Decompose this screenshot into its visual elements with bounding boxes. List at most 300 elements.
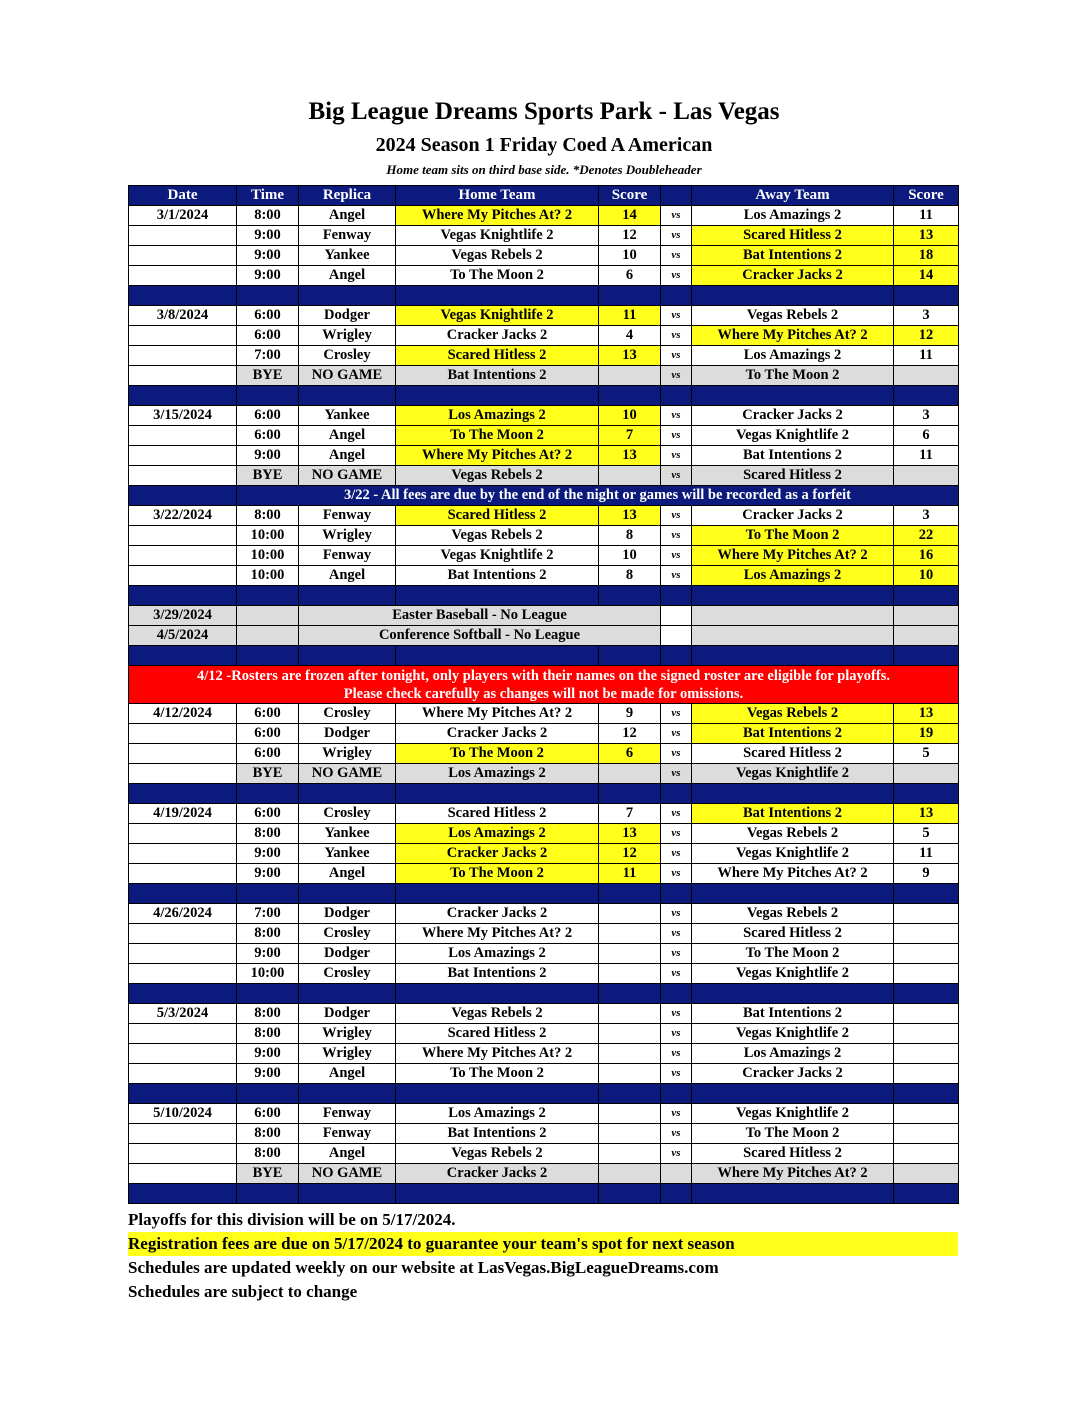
home-team-cell: Cracker Jacks 2 bbox=[396, 1164, 599, 1184]
time-cell: 9:00 bbox=[237, 226, 299, 246]
away-team-cell: Vegas Knightlife 2 bbox=[692, 1104, 894, 1124]
time-cell: 6:00 bbox=[237, 704, 299, 724]
date-cell: 5/10/2024 bbox=[129, 1104, 237, 1124]
time-cell: 9:00 bbox=[237, 844, 299, 864]
vs-cell: vs bbox=[661, 446, 692, 466]
home-team-cell: Vegas Rebels 2 bbox=[396, 526, 599, 546]
date-cell bbox=[129, 864, 237, 884]
away-team-cell: To The Moon 2 bbox=[692, 526, 894, 546]
separator-cell bbox=[661, 884, 692, 904]
roster-notice bbox=[129, 666, 959, 704]
away-team-cell: Cracker Jacks 2 bbox=[692, 1064, 894, 1084]
separator-cell bbox=[894, 586, 959, 606]
away-score-cell bbox=[894, 1124, 959, 1144]
separator-row bbox=[129, 646, 959, 666]
time-cell: 6:00 bbox=[237, 326, 299, 346]
away-team-cell: Cracker Jacks 2 bbox=[692, 406, 894, 426]
away-score-cell bbox=[894, 1044, 959, 1064]
home-score-cell: 11 bbox=[599, 306, 661, 326]
game-row bbox=[129, 944, 959, 964]
separator-cell bbox=[299, 586, 396, 606]
away-score-cell bbox=[894, 1064, 959, 1084]
column-header: Date bbox=[129, 186, 237, 206]
time-cell: 8:00 bbox=[237, 506, 299, 526]
away-team-cell: Los Amazings 2 bbox=[692, 566, 894, 586]
date-cell bbox=[129, 1064, 237, 1084]
home-score-cell: 13 bbox=[599, 446, 661, 466]
date-cell bbox=[129, 724, 237, 744]
home-score-cell: 8 bbox=[599, 526, 661, 546]
separator-cell bbox=[692, 386, 894, 406]
blank-cell bbox=[661, 626, 692, 646]
field-cell: NO GAME bbox=[299, 366, 396, 386]
date-cell bbox=[129, 426, 237, 446]
date-cell bbox=[129, 744, 237, 764]
schedule-body bbox=[129, 206, 959, 1204]
field-cell: Dodger bbox=[299, 306, 396, 326]
separator-cell bbox=[396, 386, 599, 406]
time-cell: 6:00 bbox=[237, 406, 299, 426]
field-cell: Dodger bbox=[299, 904, 396, 924]
time-cell: 8:00 bbox=[237, 1004, 299, 1024]
separator-cell bbox=[661, 1184, 692, 1204]
field-cell: NO GAME bbox=[299, 764, 396, 784]
vs-cell: vs bbox=[661, 724, 692, 744]
away-team-cell: Bat Intentions 2 bbox=[692, 1004, 894, 1024]
home-score-cell: 7 bbox=[599, 426, 661, 446]
away-team-cell: Vegas Knightlife 2 bbox=[692, 964, 894, 984]
home-score-cell: 12 bbox=[599, 226, 661, 246]
home-score-cell bbox=[599, 1064, 661, 1084]
away-score-cell: 13 bbox=[894, 704, 959, 724]
vs-cell: vs bbox=[661, 744, 692, 764]
home-score-cell: 10 bbox=[599, 246, 661, 266]
vs-cell: vs bbox=[661, 1104, 692, 1124]
home-team-cell: To The Moon 2 bbox=[396, 744, 599, 764]
home-score-cell: 12 bbox=[599, 844, 661, 864]
column-header: Home Team bbox=[396, 186, 599, 206]
home-team-cell: To The Moon 2 bbox=[396, 864, 599, 884]
separator-cell bbox=[661, 784, 692, 804]
field-cell: Wrigley bbox=[299, 744, 396, 764]
separator-cell bbox=[692, 646, 894, 666]
separator-cell bbox=[299, 884, 396, 904]
time-cell: BYE bbox=[237, 764, 299, 784]
separator-row bbox=[129, 1084, 959, 1104]
home-score-cell bbox=[599, 1044, 661, 1064]
date-cell: 4/12/2024 bbox=[129, 704, 237, 724]
separator-cell bbox=[299, 984, 396, 1004]
time-cell: 9:00 bbox=[237, 266, 299, 286]
field-cell: Angel bbox=[299, 426, 396, 446]
vs-cell: vs bbox=[661, 1124, 692, 1144]
home-score-cell: 13 bbox=[599, 506, 661, 526]
fee-notice-row bbox=[129, 486, 959, 506]
page-subtitle: 2024 Season 1 Friday Coed A American bbox=[375, 134, 713, 156]
game-row bbox=[129, 506, 959, 526]
separator-row bbox=[129, 984, 959, 1004]
field-cell: Fenway bbox=[299, 546, 396, 566]
field-cell: NO GAME bbox=[299, 466, 396, 486]
game-row bbox=[129, 824, 959, 844]
home-score-cell bbox=[599, 366, 661, 386]
home-team-cell: Scared Hitless 2 bbox=[396, 1024, 599, 1044]
vs-cell: vs bbox=[661, 326, 692, 346]
home-score-cell bbox=[599, 1124, 661, 1144]
vs-cell: vs bbox=[661, 1004, 692, 1024]
away-score-cell bbox=[894, 944, 959, 964]
field-cell: Angel bbox=[299, 566, 396, 586]
separator-cell bbox=[396, 646, 599, 666]
date-cell bbox=[129, 844, 237, 864]
separator-cell bbox=[894, 984, 959, 1004]
separator-cell bbox=[299, 784, 396, 804]
column-header: Replica bbox=[299, 186, 396, 206]
bye-row bbox=[129, 764, 959, 784]
time-cell: 8:00 bbox=[237, 1144, 299, 1164]
game-row bbox=[129, 964, 959, 984]
home-team-cell: To The Moon 2 bbox=[396, 266, 599, 286]
game-row bbox=[129, 546, 959, 566]
game-row bbox=[129, 1144, 959, 1164]
date-cell bbox=[129, 246, 237, 266]
home-team-cell: Bat Intentions 2 bbox=[396, 366, 599, 386]
game-row bbox=[129, 326, 959, 346]
home-score-cell: 6 bbox=[599, 266, 661, 286]
vs-cell: vs bbox=[661, 1044, 692, 1064]
vs-cell: vs bbox=[661, 944, 692, 964]
separator-cell bbox=[237, 984, 299, 1004]
home-score-cell: 4 bbox=[599, 326, 661, 346]
separator-cell bbox=[599, 1184, 661, 1204]
date-cell: 4/5/2024 bbox=[129, 626, 237, 646]
home-score-cell bbox=[599, 904, 661, 924]
separator-cell bbox=[692, 784, 894, 804]
column-header: Away Team bbox=[692, 186, 894, 206]
separator-cell bbox=[661, 1084, 692, 1104]
time-cell: 10:00 bbox=[237, 546, 299, 566]
vs-cell: vs bbox=[661, 764, 692, 784]
game-row bbox=[129, 804, 959, 824]
separator-cell bbox=[237, 386, 299, 406]
date-cell: 3/1/2024 bbox=[129, 206, 237, 226]
game-row bbox=[129, 406, 959, 426]
roster-notice-line: 4/12 -Rosters are frozen after tonight, only players with their names on the signed roster are eligible for playoffs. bbox=[197, 667, 890, 684]
blank-cell bbox=[894, 626, 959, 646]
home-score-cell bbox=[599, 1164, 661, 1184]
vs-cell: vs bbox=[661, 804, 692, 824]
home-score-cell: 14 bbox=[599, 206, 661, 226]
column-header: Score bbox=[599, 186, 661, 206]
away-team-cell: Vegas Rebels 2 bbox=[692, 904, 894, 924]
registration-note: Registration fees are due on 5/17/2024 to guarantee your team's spot for next season bbox=[128, 1232, 958, 1256]
field-cell: Yankee bbox=[299, 406, 396, 426]
time-cell: 9:00 bbox=[237, 944, 299, 964]
time-cell: 10:00 bbox=[237, 964, 299, 984]
field-cell: Fenway bbox=[299, 506, 396, 526]
vs-cell: vs bbox=[661, 1144, 692, 1164]
game-row bbox=[129, 1044, 959, 1064]
blank-cell bbox=[237, 606, 299, 626]
time-cell: 8:00 bbox=[237, 924, 299, 944]
time-cell: BYE bbox=[237, 1164, 299, 1184]
vs-cell: vs bbox=[661, 1024, 692, 1044]
separator-cell bbox=[894, 646, 959, 666]
home-team-cell: Bat Intentions 2 bbox=[396, 964, 599, 984]
game-row bbox=[129, 446, 959, 466]
separator-row bbox=[129, 586, 959, 606]
no-league-label: Easter Baseball - No League bbox=[299, 606, 661, 626]
blank-cell bbox=[692, 626, 894, 646]
field-cell: Angel bbox=[299, 1064, 396, 1084]
home-team-cell: Vegas Rebels 2 bbox=[396, 246, 599, 266]
date-cell bbox=[129, 266, 237, 286]
time-cell: 9:00 bbox=[237, 446, 299, 466]
away-team-cell: Vegas Rebels 2 bbox=[692, 704, 894, 724]
field-cell: Fenway bbox=[299, 1124, 396, 1144]
vs-cell: vs bbox=[661, 366, 692, 386]
game-row bbox=[129, 226, 959, 246]
away-score-cell: 3 bbox=[894, 306, 959, 326]
time-cell: 6:00 bbox=[237, 804, 299, 824]
column-header bbox=[661, 186, 692, 206]
no-league-label: Conference Softball - No League bbox=[299, 626, 661, 646]
away-team-cell: Scared Hitless 2 bbox=[692, 226, 894, 246]
time-cell: BYE bbox=[237, 366, 299, 386]
separator-cell bbox=[129, 984, 237, 1004]
home-team-cell: Los Amazings 2 bbox=[396, 406, 599, 426]
separator-cell bbox=[599, 286, 661, 306]
away-team-cell: Scared Hitless 2 bbox=[692, 1144, 894, 1164]
date-cell bbox=[129, 1124, 237, 1144]
home-score-cell bbox=[599, 466, 661, 486]
separator-cell bbox=[237, 1184, 299, 1204]
time-cell: 7:00 bbox=[237, 346, 299, 366]
separator-cell bbox=[894, 286, 959, 306]
away-score-cell: 19 bbox=[894, 724, 959, 744]
vs-cell: vs bbox=[661, 346, 692, 366]
away-team-cell: Scared Hitless 2 bbox=[692, 466, 894, 486]
home-team-cell: Where My Pitches At? 2 bbox=[396, 206, 599, 226]
field-cell: Wrigley bbox=[299, 1024, 396, 1044]
separator-cell bbox=[129, 386, 237, 406]
home-score-cell bbox=[599, 1004, 661, 1024]
home-team-cell: Where My Pitches At? 2 bbox=[396, 924, 599, 944]
date-cell bbox=[129, 446, 237, 466]
separator-cell bbox=[396, 1084, 599, 1104]
time-cell: 10:00 bbox=[237, 566, 299, 586]
date-cell bbox=[129, 764, 237, 784]
away-team-cell: Los Amazings 2 bbox=[692, 346, 894, 366]
time-cell: 8:00 bbox=[237, 1124, 299, 1144]
away-score-cell: 11 bbox=[894, 206, 959, 226]
away-score-cell: 14 bbox=[894, 266, 959, 286]
vs-cell: vs bbox=[661, 266, 692, 286]
separator-cell bbox=[396, 884, 599, 904]
away-score-cell: 11 bbox=[894, 446, 959, 466]
away-team-cell: Vegas Knightlife 2 bbox=[692, 764, 894, 784]
home-team-cell: Vegas Knightlife 2 bbox=[396, 226, 599, 246]
game-row bbox=[129, 924, 959, 944]
away-team-cell: Where My Pitches At? 2 bbox=[692, 864, 894, 884]
separator-cell bbox=[396, 784, 599, 804]
away-team-cell: Vegas Knightlife 2 bbox=[692, 1024, 894, 1044]
time-cell: 7:00 bbox=[237, 904, 299, 924]
home-team-cell: To The Moon 2 bbox=[396, 1064, 599, 1084]
separator-cell bbox=[599, 784, 661, 804]
away-score-cell: 13 bbox=[894, 804, 959, 824]
date-cell bbox=[129, 1164, 237, 1184]
away-score-cell bbox=[894, 1144, 959, 1164]
date-cell bbox=[129, 566, 237, 586]
away-team-cell: Vegas Rebels 2 bbox=[692, 824, 894, 844]
away-score-cell bbox=[894, 764, 959, 784]
home-team-cell: Los Amazings 2 bbox=[396, 824, 599, 844]
time-cell: 9:00 bbox=[237, 864, 299, 884]
vs-cell bbox=[661, 1164, 692, 1184]
bye-row bbox=[129, 466, 959, 486]
time-cell: 9:00 bbox=[237, 1044, 299, 1064]
field-cell: NO GAME bbox=[299, 1164, 396, 1184]
home-team-cell: Where My Pitches At? 2 bbox=[396, 1044, 599, 1064]
home-score-cell: 11 bbox=[599, 864, 661, 884]
separator-cell bbox=[299, 386, 396, 406]
away-team-cell: Los Amazings 2 bbox=[692, 206, 894, 226]
separator-cell bbox=[396, 984, 599, 1004]
roster-notice-row bbox=[129, 666, 959, 704]
time-cell: 9:00 bbox=[237, 1064, 299, 1084]
time-cell: BYE bbox=[237, 466, 299, 486]
separator-cell bbox=[894, 1084, 959, 1104]
no-league-row bbox=[129, 626, 959, 646]
away-score-cell: 5 bbox=[894, 824, 959, 844]
time-cell: 8:00 bbox=[237, 1024, 299, 1044]
separator-cell bbox=[692, 884, 894, 904]
home-score-cell bbox=[599, 944, 661, 964]
game-row bbox=[129, 1004, 959, 1024]
separator-cell bbox=[599, 1084, 661, 1104]
home-score-cell: 9 bbox=[599, 704, 661, 724]
vs-cell: vs bbox=[661, 546, 692, 566]
game-row bbox=[129, 864, 959, 884]
date-cell: 3/8/2024 bbox=[129, 306, 237, 326]
away-team-cell: To The Moon 2 bbox=[692, 1124, 894, 1144]
away-score-cell: 3 bbox=[894, 406, 959, 426]
away-team-cell: Bat Intentions 2 bbox=[692, 804, 894, 824]
game-row bbox=[129, 904, 959, 924]
field-cell: Crosley bbox=[299, 924, 396, 944]
away-team-cell: Los Amazings 2 bbox=[692, 1044, 894, 1064]
home-score-cell bbox=[599, 964, 661, 984]
away-score-cell: 10 bbox=[894, 566, 959, 586]
separator-cell bbox=[599, 884, 661, 904]
date-cell bbox=[129, 466, 237, 486]
field-cell: Crosley bbox=[299, 346, 396, 366]
separator-cell bbox=[299, 646, 396, 666]
separator-cell bbox=[237, 646, 299, 666]
vs-cell: vs bbox=[661, 226, 692, 246]
separator-cell bbox=[894, 784, 959, 804]
home-score-cell bbox=[599, 1144, 661, 1164]
vs-cell: vs bbox=[661, 566, 692, 586]
playoffs-note: Playoffs for this division will be on 5/17/2024. bbox=[128, 1210, 456, 1229]
date-cell bbox=[129, 546, 237, 566]
separator-cell bbox=[692, 286, 894, 306]
game-row bbox=[129, 1104, 959, 1124]
game-row bbox=[129, 346, 959, 366]
date-cell: 3/15/2024 bbox=[129, 406, 237, 426]
home-score-cell: 7 bbox=[599, 804, 661, 824]
blank-cell bbox=[237, 626, 299, 646]
date-cell: 4/26/2024 bbox=[129, 904, 237, 924]
vs-cell: vs bbox=[661, 466, 692, 486]
separator-cell bbox=[396, 286, 599, 306]
away-score-cell: 12 bbox=[894, 326, 959, 346]
field-cell: Fenway bbox=[299, 1104, 396, 1124]
home-team-cell: Cracker Jacks 2 bbox=[396, 326, 599, 346]
separator-cell bbox=[692, 1184, 894, 1204]
separator-cell bbox=[661, 386, 692, 406]
game-row bbox=[129, 306, 959, 326]
date-cell bbox=[129, 226, 237, 246]
away-score-cell: 3 bbox=[894, 506, 959, 526]
schedule-table bbox=[128, 185, 959, 1204]
home-score-cell: 13 bbox=[599, 346, 661, 366]
blank-cell bbox=[129, 486, 237, 506]
away-score-cell bbox=[894, 924, 959, 944]
home-team-cell: Scared Hitless 2 bbox=[396, 506, 599, 526]
date-cell: 3/22/2024 bbox=[129, 506, 237, 526]
time-cell: 6:00 bbox=[237, 426, 299, 446]
game-row bbox=[129, 266, 959, 286]
blank-cell bbox=[692, 606, 894, 626]
time-cell: 6:00 bbox=[237, 744, 299, 764]
vs-cell: vs bbox=[661, 904, 692, 924]
away-team-cell: Vegas Rebels 2 bbox=[692, 306, 894, 326]
separator-cell bbox=[894, 386, 959, 406]
vs-cell: vs bbox=[661, 844, 692, 864]
website-note: Schedules are updated weekly on our website at LasVegas.BigLeagueDreams.com bbox=[128, 1258, 719, 1277]
away-score-cell: 6 bbox=[894, 426, 959, 446]
away-team-cell: Scared Hitless 2 bbox=[692, 924, 894, 944]
vs-cell: vs bbox=[661, 246, 692, 266]
time-cell: 6:00 bbox=[237, 306, 299, 326]
time-cell: 9:00 bbox=[237, 246, 299, 266]
separator-row bbox=[129, 1184, 959, 1204]
separator-cell bbox=[129, 646, 237, 666]
field-cell: Wrigley bbox=[299, 1044, 396, 1064]
home-score-cell bbox=[599, 1104, 661, 1124]
away-score-cell bbox=[894, 1164, 959, 1184]
bye-row bbox=[129, 1164, 959, 1184]
separator-cell bbox=[692, 586, 894, 606]
separator-cell bbox=[129, 1084, 237, 1104]
vs-cell: vs bbox=[661, 426, 692, 446]
home-team-cell: Vegas Rebels 2 bbox=[396, 1004, 599, 1024]
game-row bbox=[129, 724, 959, 744]
home-team-cell: Scared Hitless 2 bbox=[396, 804, 599, 824]
field-cell: Angel bbox=[299, 864, 396, 884]
home-team-cell: Vegas Rebels 2 bbox=[396, 1144, 599, 1164]
home-team-cell: Where My Pitches At? 2 bbox=[396, 704, 599, 724]
home-team-cell: Bat Intentions 2 bbox=[396, 566, 599, 586]
header-note: Home team sits on third base side. *Denotes Doubleheader bbox=[386, 162, 702, 177]
separator-row bbox=[129, 884, 959, 904]
separator-cell bbox=[599, 984, 661, 1004]
away-score-cell: 18 bbox=[894, 246, 959, 266]
away-score-cell bbox=[894, 466, 959, 486]
game-row bbox=[129, 844, 959, 864]
